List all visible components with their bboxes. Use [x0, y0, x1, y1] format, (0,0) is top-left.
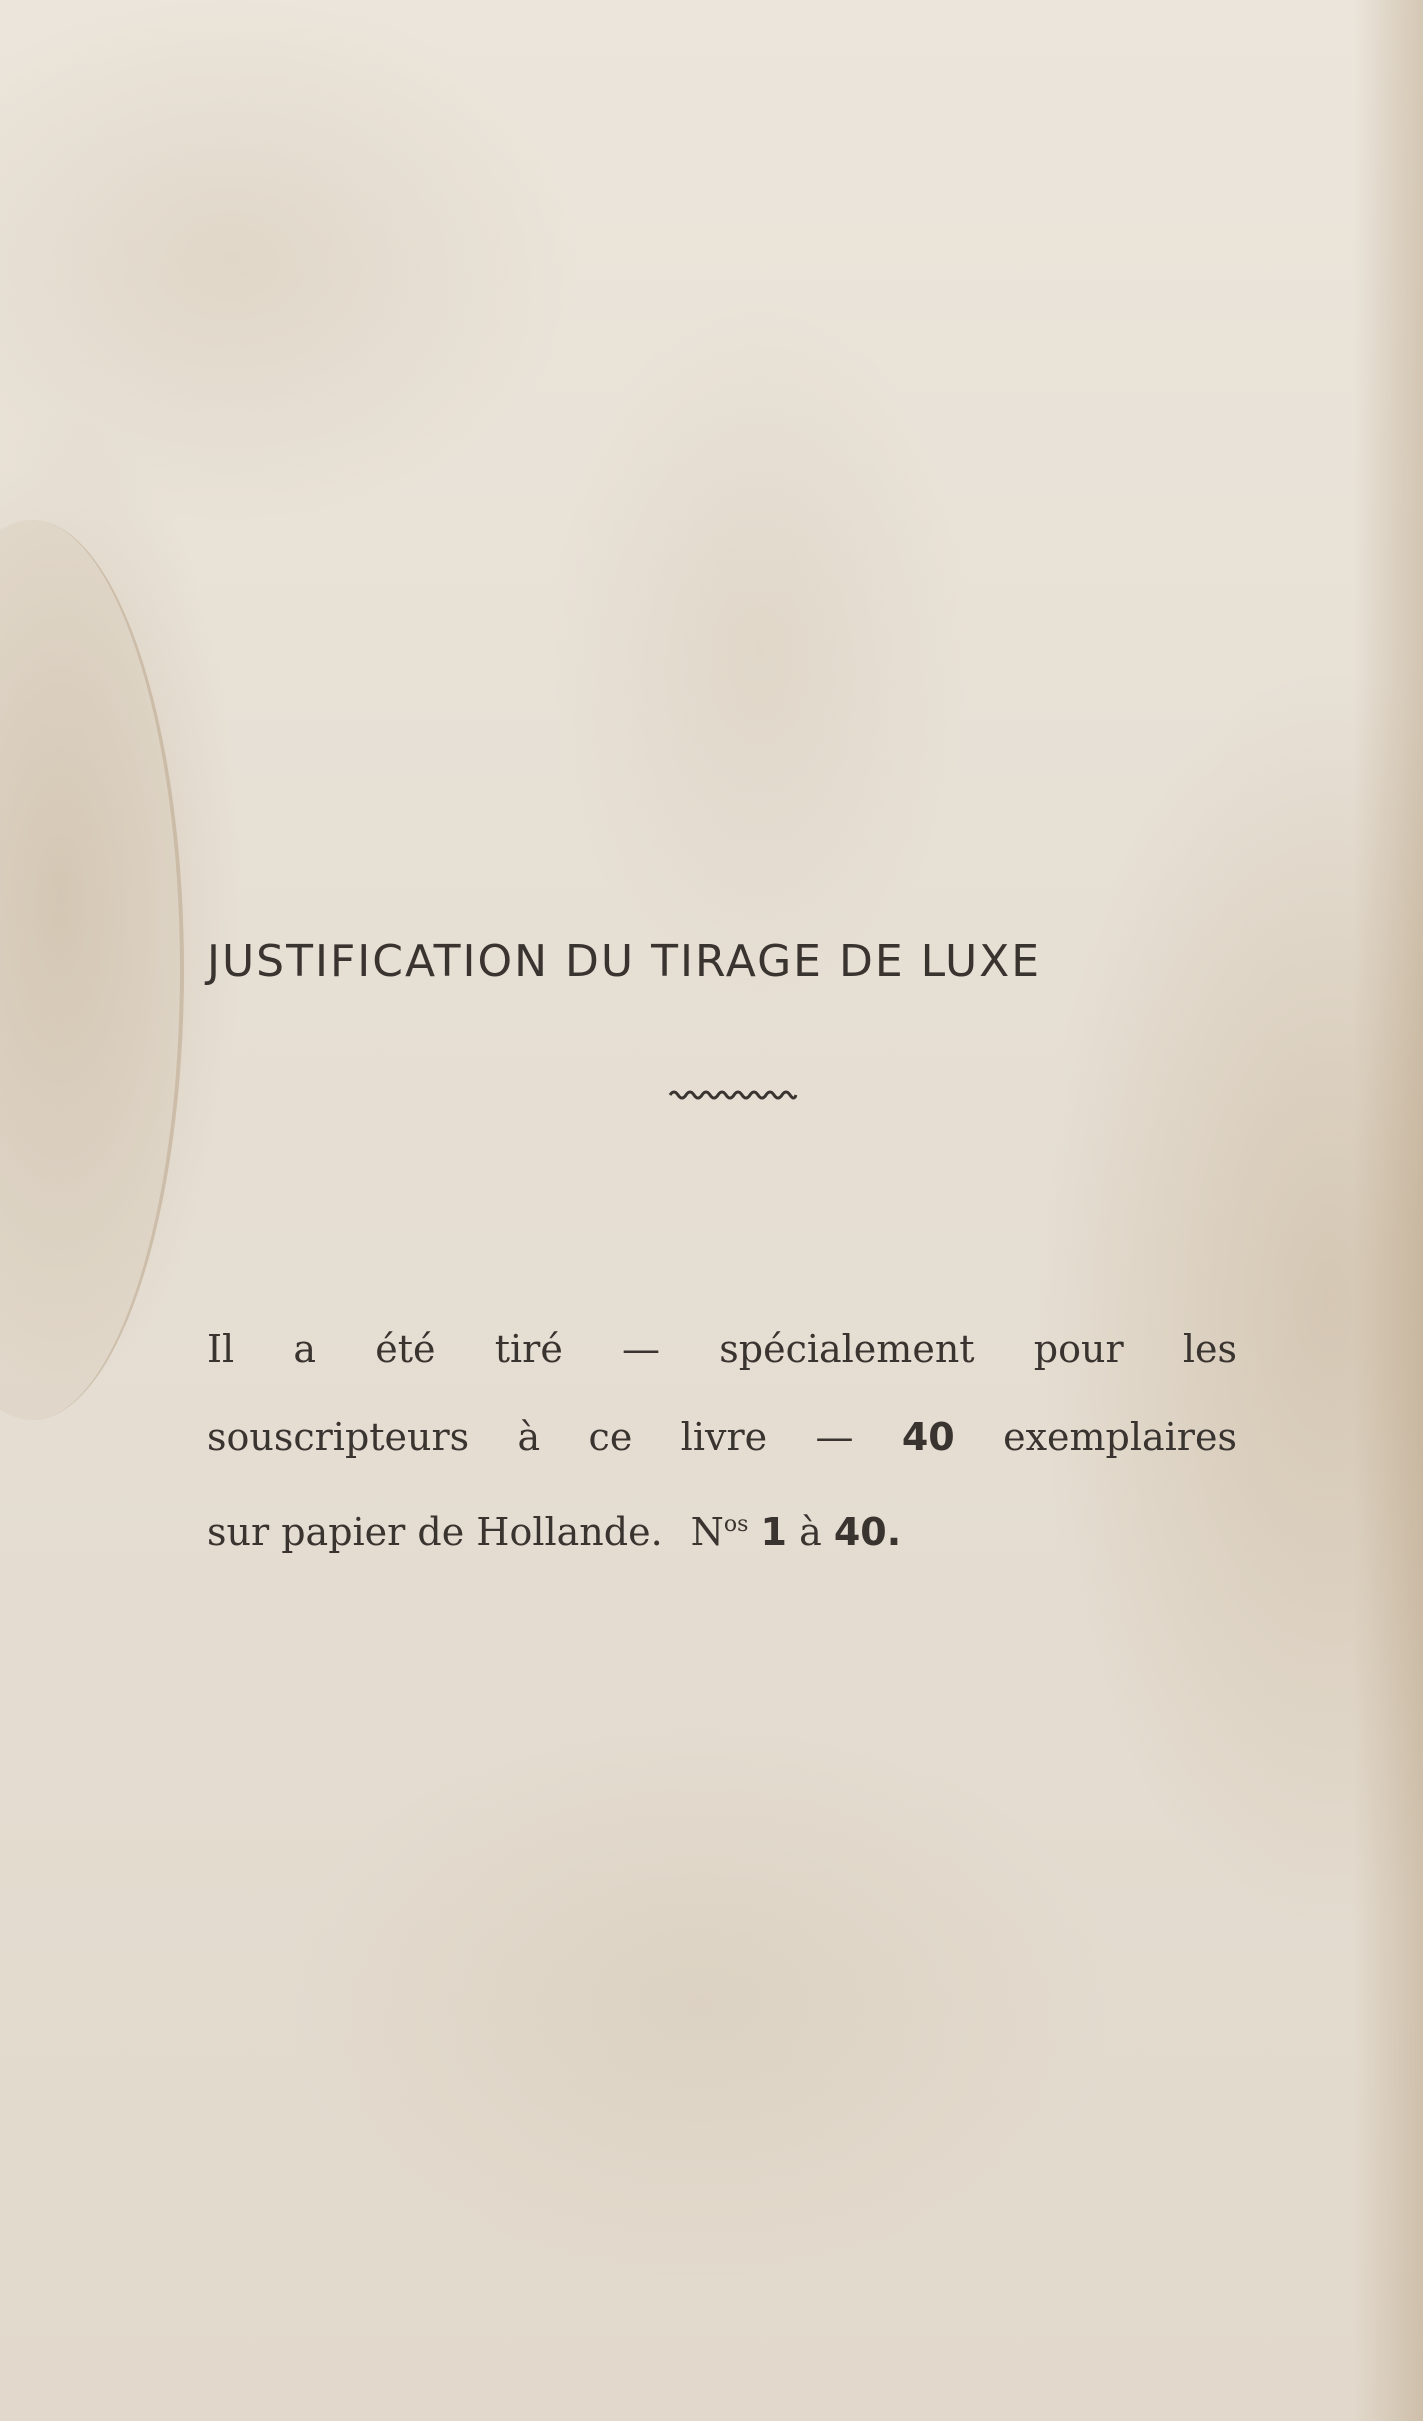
page-heading: JUSTIFICATION DU TIRAGE DE LUXE	[207, 936, 1042, 987]
water-stain-left	[0, 520, 184, 1420]
range-start: 1	[760, 1510, 787, 1554]
numero-abbrev: N	[690, 1510, 724, 1554]
range-period: .	[886, 1510, 902, 1554]
range-end: 40	[833, 1510, 887, 1554]
copies-count: 40	[901, 1415, 955, 1459]
range-to-word: à	[799, 1510, 822, 1554]
wavy-rule-ornament-icon	[668, 1087, 798, 1103]
line-3-text-a: sur papier de Hollande.	[207, 1510, 663, 1554]
line-2-text-a: souscripteurs à ce livre —	[207, 1415, 854, 1459]
paragraph-line-3	[207, 1481, 1237, 1569]
paragraph-line-1: Il a été tiré — spécialement pour les	[207, 1327, 1237, 1371]
line-2-text-b: exemplaires	[1003, 1415, 1237, 1459]
numero-abbrev-sup: os	[723, 1512, 749, 1537]
edge-discoloration-right	[1353, 0, 1423, 2421]
justification-paragraph	[207, 1305, 1237, 1569]
paragraph-line-2	[207, 1393, 1237, 1481]
